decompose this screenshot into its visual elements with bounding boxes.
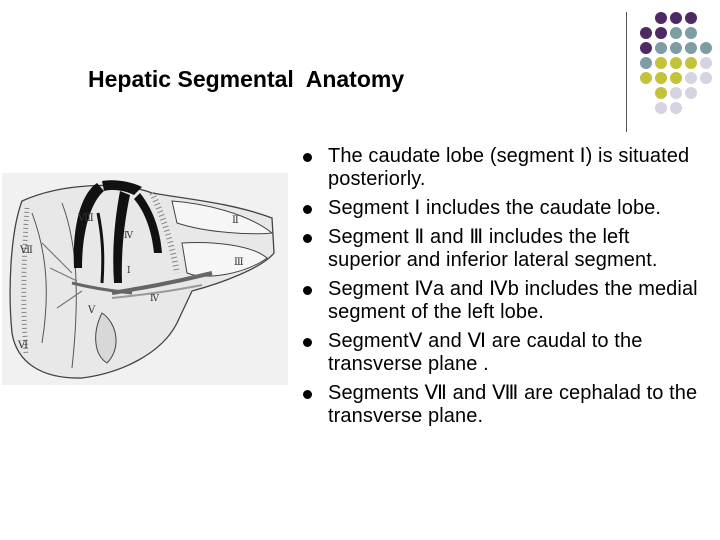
label-VIII: Ⅷ — [78, 213, 94, 224]
decorative-dot — [700, 42, 712, 54]
label-II: Ⅱ — [232, 215, 239, 226]
bullet-icon — [303, 286, 312, 295]
decorative-dot — [655, 42, 667, 54]
bullet-item — [302, 197, 702, 220]
decorative-dot — [640, 27, 652, 39]
decorative-dot — [655, 87, 667, 99]
decorative-dot — [670, 57, 682, 69]
decorative-dot — [670, 87, 682, 99]
decorative-dot — [685, 87, 697, 99]
bullet-icon — [303, 338, 312, 347]
decorative-dot — [685, 12, 697, 24]
bullet-item — [302, 382, 702, 428]
bullet-item — [302, 226, 702, 272]
bullet-text: The caudate lobe (segment Ⅰ) is situated posteriorly. — [328, 145, 690, 190]
bullet-icon — [303, 205, 312, 214]
label-IVa: Ⅳ — [124, 231, 133, 241]
decorative-dot — [655, 102, 667, 114]
decorative-dot — [700, 57, 712, 69]
decorative-dot — [655, 12, 667, 24]
label-III: Ⅲ — [234, 257, 244, 268]
bullet-item — [302, 330, 702, 376]
bullet-text: SegmentⅤ and Ⅵ are caudal to the transverse plane . — [328, 330, 643, 375]
bullet-item — [302, 278, 702, 324]
bullet-icon — [303, 234, 312, 243]
bullet-icon — [303, 390, 312, 399]
label-V: Ⅴ — [88, 305, 96, 316]
label-VI: Ⅵ — [18, 340, 29, 351]
divider-line — [626, 12, 627, 132]
decorative-dot — [640, 57, 652, 69]
decorative-dot — [685, 72, 697, 84]
decorative-dot — [670, 12, 682, 24]
bullet-item — [302, 145, 702, 191]
decorative-dot — [685, 57, 697, 69]
liver-segment-diagram — [2, 173, 288, 385]
decorative-dot — [670, 72, 682, 84]
decorative-dot — [685, 27, 697, 39]
decorative-dot — [640, 72, 652, 84]
bullet-text: Segments Ⅶ and Ⅷ are cephalad to the transverse plane. — [328, 382, 698, 427]
bullet-icon — [303, 153, 312, 162]
bullet-text: Segment Ⅰ includes the caudate lobe. — [328, 197, 662, 219]
dot-grid-icon — [640, 12, 716, 118]
bullet-text: Segment Ⅳa and Ⅳb includes the medial segment of the left lobe. — [328, 278, 698, 323]
decorative-dot — [655, 72, 667, 84]
decorative-dot — [640, 42, 652, 54]
label-VII: Ⅶ — [20, 245, 33, 256]
label-IVb: Ⅳ — [150, 294, 159, 304]
label-I: Ⅰ — [127, 266, 131, 276]
decorative-dot — [670, 27, 682, 39]
decorative-dot — [670, 42, 682, 54]
decorative-dot — [685, 42, 697, 54]
slide-title: Hepatic Segmental Anatomy — [88, 66, 405, 92]
bullet-list — [302, 145, 702, 434]
bullet-text: Segment Ⅱ and Ⅲ includes the left superior and inferior lateral segment. — [328, 226, 658, 271]
decorative-dot — [700, 72, 712, 84]
decorative-dot — [670, 102, 682, 114]
decorative-dot — [655, 57, 667, 69]
decorative-dot — [655, 27, 667, 39]
